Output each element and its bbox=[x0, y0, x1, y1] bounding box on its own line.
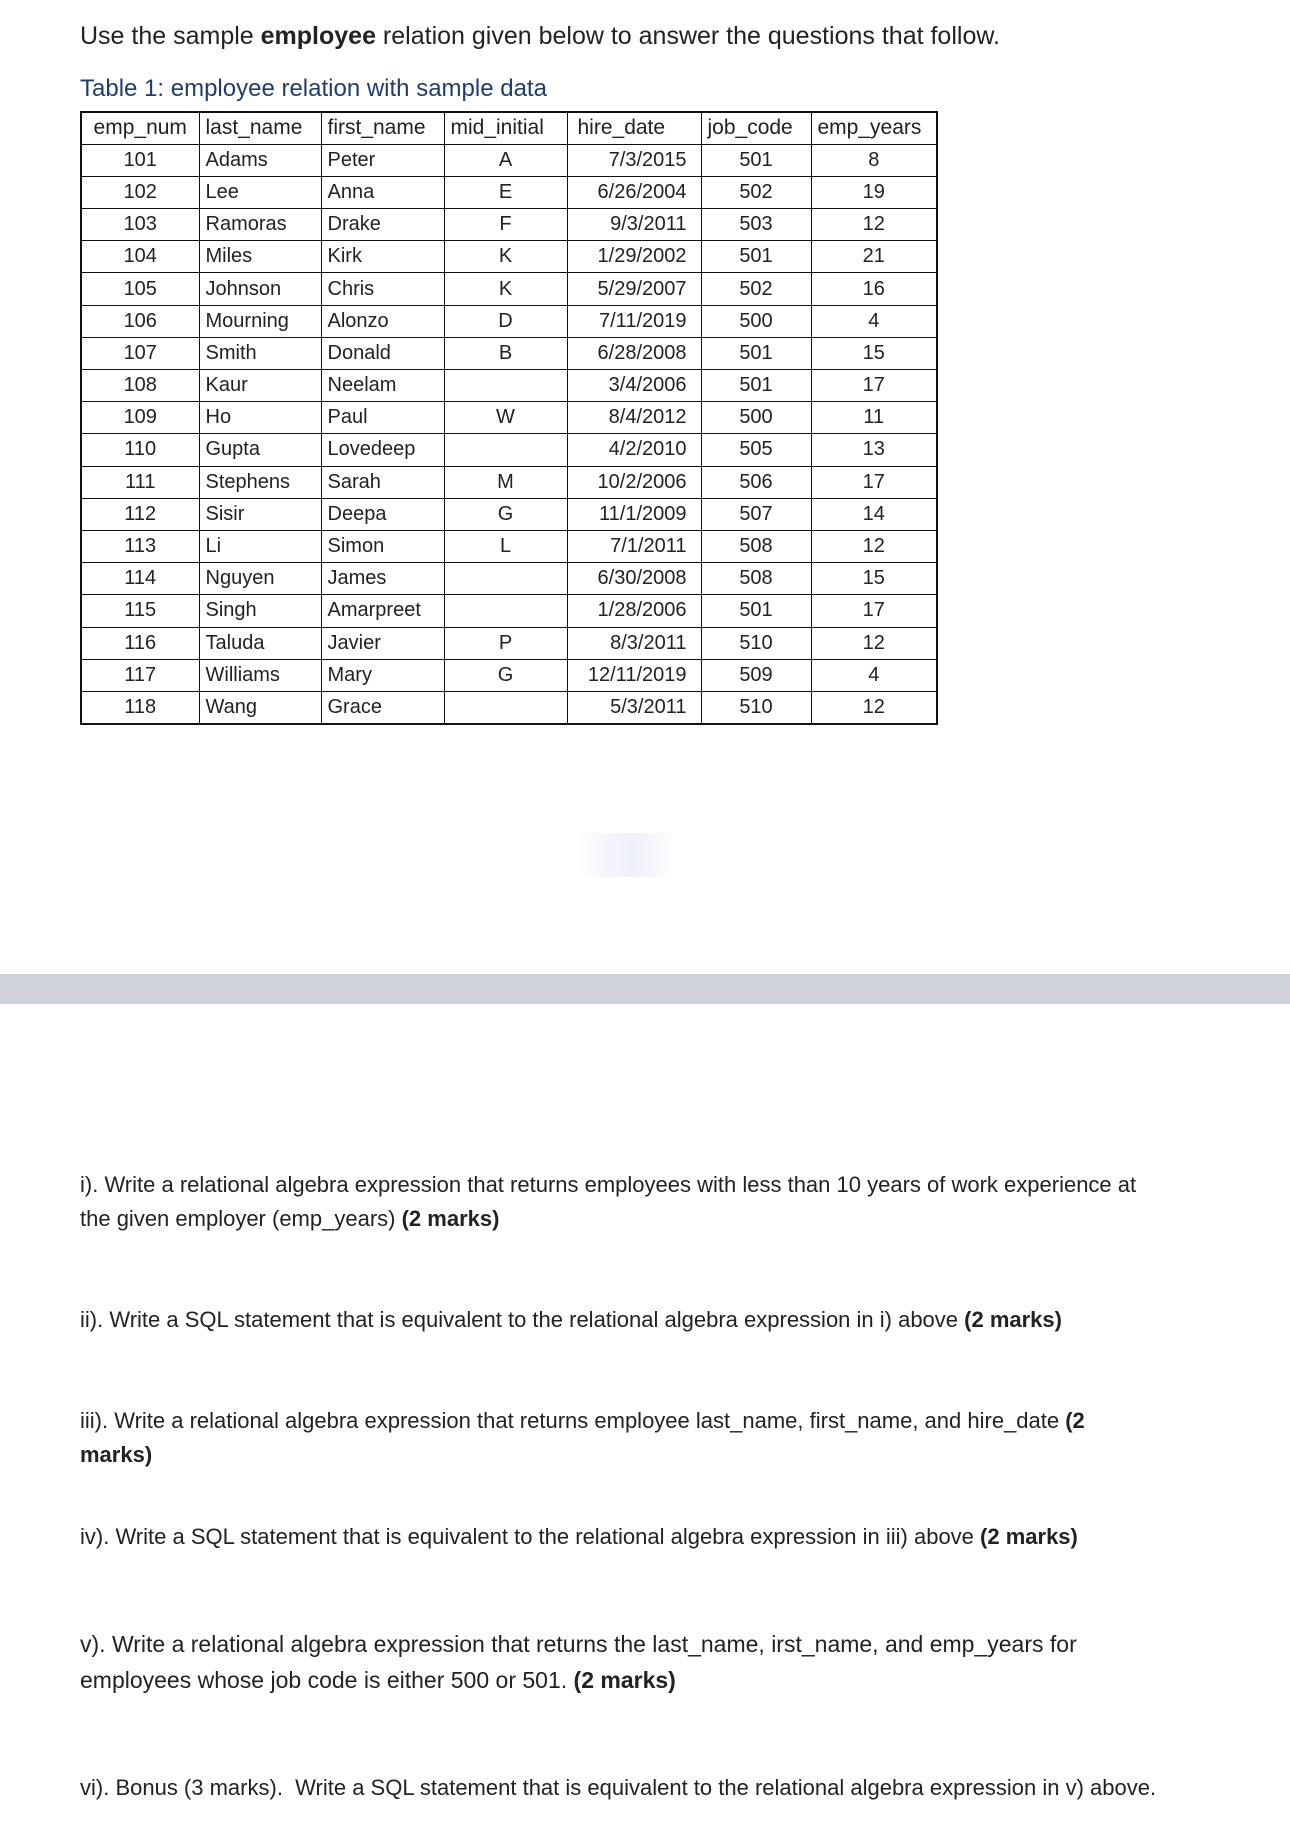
table-cell-hire-date: 8/4/2012 bbox=[567, 402, 701, 434]
table-cell-emp-years: 15 bbox=[811, 337, 937, 369]
table-row bbox=[81, 370, 937, 402]
table-cell-emp-years: 17 bbox=[811, 370, 937, 402]
table-cell-emp-years: 19 bbox=[811, 176, 937, 208]
table-cell-first-name: Chris bbox=[321, 273, 444, 305]
table-cell-first-name: Neelam bbox=[321, 370, 444, 402]
question-text: ii). Write a SQL statement that is equivalent to the relational algebra expression in i) above bbox=[80, 1307, 965, 1332]
table-cell-emp-years: 12 bbox=[811, 627, 937, 659]
table-cell-mid-initial: K bbox=[444, 241, 567, 273]
table-cell-emp-years: 4 bbox=[811, 659, 937, 691]
table-cell-last-name: Adams bbox=[199, 144, 321, 176]
table-row bbox=[81, 305, 937, 337]
table-cell-last-name: Sisir bbox=[199, 498, 321, 530]
table-header-row bbox=[81, 112, 937, 144]
table-cell-first-name: Lovedeep bbox=[321, 434, 444, 466]
table-cell-emp-years: 15 bbox=[811, 563, 937, 595]
table-cell-job-code: 501 bbox=[701, 370, 811, 402]
table-cell-emp-years: 4 bbox=[811, 305, 937, 337]
table-cell-last-name: Johnson bbox=[199, 273, 321, 305]
question-marks: (2 marks) bbox=[964, 1307, 1062, 1332]
table-cell-job-code: 508 bbox=[701, 530, 811, 562]
table-row bbox=[81, 209, 937, 241]
intro-pre: Use the sample bbox=[80, 22, 261, 50]
table-cell-last-name: Williams bbox=[199, 659, 321, 691]
table-cell-hire-date: 9/3/2011 bbox=[567, 209, 701, 241]
table-row bbox=[81, 144, 937, 176]
table-cell-emp-years: 11 bbox=[811, 402, 937, 434]
table-cell-emp-years: 12 bbox=[811, 209, 937, 241]
intro-text bbox=[80, 20, 1000, 52]
table-cell-first-name: Peter bbox=[321, 144, 444, 176]
table-cell-mid-initial bbox=[444, 595, 567, 627]
table-cell-mid-initial: E bbox=[444, 176, 567, 208]
question-text: vi). Bonus (3 marks). Write a SQL statement that is equivalent to the relational algebra expression in v) above. bbox=[80, 1775, 1157, 1800]
table-cell-hire-date: 1/28/2006 bbox=[567, 595, 701, 627]
table-cell-last-name: Kaur bbox=[199, 370, 321, 402]
table-cell-mid-initial bbox=[444, 691, 567, 723]
column-header: first_name bbox=[321, 112, 444, 144]
table-cell-last-name: Miles bbox=[199, 241, 321, 273]
column-header: emp_num bbox=[81, 112, 199, 144]
table-cell-emp-years: 17 bbox=[811, 466, 937, 498]
table-cell-hire-date: 6/28/2008 bbox=[567, 337, 701, 369]
table-row bbox=[81, 402, 937, 434]
table-cell-first-name: Anna bbox=[321, 176, 444, 208]
column-header: job_code bbox=[701, 112, 811, 144]
table-cell-last-name: Nguyen bbox=[199, 563, 321, 595]
table-cell-mid-initial: L bbox=[444, 530, 567, 562]
table-cell-emp-num: 117 bbox=[81, 659, 199, 691]
table-cell-mid-initial: P bbox=[444, 627, 567, 659]
table-cell-last-name: Ho bbox=[199, 402, 321, 434]
table-cell-mid-initial bbox=[444, 434, 567, 466]
table-cell-job-code: 501 bbox=[701, 241, 811, 273]
table-cell-emp-num: 105 bbox=[81, 273, 199, 305]
table-row bbox=[81, 595, 937, 627]
table-cell-first-name: Alonzo bbox=[321, 305, 444, 337]
table-cell-job-code: 510 bbox=[701, 691, 811, 723]
table-cell-job-code: 502 bbox=[701, 176, 811, 208]
table-row bbox=[81, 241, 937, 273]
table-cell-emp-num: 101 bbox=[81, 144, 199, 176]
table-cell-emp-num: 104 bbox=[81, 241, 199, 273]
table-cell-hire-date: 12/11/2019 bbox=[567, 659, 701, 691]
table-cell-last-name: Smith bbox=[199, 337, 321, 369]
question-marks: (2 marks) bbox=[573, 1667, 676, 1693]
table-cell-emp-num: 116 bbox=[81, 627, 199, 659]
question-5 bbox=[80, 1626, 1160, 1698]
table-cell-mid-initial: D bbox=[444, 305, 567, 337]
table-cell-mid-initial: G bbox=[444, 498, 567, 530]
table-cell-first-name: Donald bbox=[321, 337, 444, 369]
table-cell-hire-date: 6/26/2004 bbox=[567, 176, 701, 208]
table-cell-last-name: Stephens bbox=[199, 466, 321, 498]
table-cell-first-name: Simon bbox=[321, 530, 444, 562]
table-cell-mid-initial bbox=[444, 370, 567, 402]
question-4 bbox=[80, 1520, 1160, 1554]
table-cell-emp-num: 114 bbox=[81, 563, 199, 595]
question-text: i). Write a relational algebra expression that returns employees with less than 10 years of work experience at the given employer (emp_years) bbox=[80, 1172, 1143, 1231]
table-cell-job-code: 510 bbox=[701, 627, 811, 659]
table-cell-hire-date: 8/3/2011 bbox=[567, 627, 701, 659]
table-cell-emp-num: 112 bbox=[81, 498, 199, 530]
column-header: hire_date bbox=[567, 112, 701, 144]
table-cell-hire-date: 5/3/2011 bbox=[567, 691, 701, 723]
question-text: iv). Write a SQL statement that is equivalent to the relational algebra expression in iii) above bbox=[80, 1524, 981, 1549]
table-cell-first-name: Paul bbox=[321, 402, 444, 434]
table-cell-emp-num: 106 bbox=[81, 305, 199, 337]
table-cell-hire-date: 1/29/2002 bbox=[567, 241, 701, 273]
page-divider-band bbox=[0, 974, 1290, 1004]
intro-bold: employee bbox=[260, 22, 376, 50]
table-cell-hire-date: 7/1/2011 bbox=[567, 530, 701, 562]
table-cell-hire-date: 11/1/2009 bbox=[567, 498, 701, 530]
table-row bbox=[81, 466, 937, 498]
table-cell-last-name: Ramoras bbox=[199, 209, 321, 241]
table-cell-last-name: Li bbox=[199, 530, 321, 562]
question-6 bbox=[80, 1771, 1160, 1805]
table-cell-job-code: 509 bbox=[701, 659, 811, 691]
table-cell-mid-initial: K bbox=[444, 273, 567, 305]
table-cell-first-name: Amarpreet bbox=[321, 595, 444, 627]
table-cell-job-code: 501 bbox=[701, 595, 811, 627]
table-cell-job-code: 501 bbox=[701, 144, 811, 176]
table-cell-emp-num: 111 bbox=[81, 466, 199, 498]
table-row bbox=[81, 627, 937, 659]
column-header: emp_years bbox=[811, 112, 937, 144]
table-cell-job-code: 501 bbox=[701, 337, 811, 369]
table-cell-job-code: 506 bbox=[701, 466, 811, 498]
question-text: v). Write a relational algebra expression that returns the last_name, irst_name, and emp_years for employees whose job code is either 500 or 501. bbox=[80, 1631, 1084, 1693]
table-cell-emp-num: 118 bbox=[81, 691, 199, 723]
column-header: mid_initial bbox=[444, 112, 567, 144]
table-row bbox=[81, 691, 937, 723]
table-cell-job-code: 503 bbox=[701, 209, 811, 241]
table-cell-emp-num: 115 bbox=[81, 595, 199, 627]
table-cell-last-name: Lee bbox=[199, 176, 321, 208]
table-cell-first-name: Drake bbox=[321, 209, 444, 241]
table-cell-job-code: 508 bbox=[701, 563, 811, 595]
column-header: last_name bbox=[199, 112, 321, 144]
table-cell-first-name: Kirk bbox=[321, 241, 444, 273]
table-cell-emp-years: 21 bbox=[811, 241, 937, 273]
table-cell-hire-date: 10/2/2006 bbox=[567, 466, 701, 498]
table-cell-first-name: Deepa bbox=[321, 498, 444, 530]
table-cell-last-name: Singh bbox=[199, 595, 321, 627]
table-cell-emp-years: 16 bbox=[811, 273, 937, 305]
table-row bbox=[81, 498, 937, 530]
question-text: iii). Write a relational algebra expression that returns employee last_name, first_name, and hire_date bbox=[80, 1408, 1066, 1433]
table-cell-job-code: 505 bbox=[701, 434, 811, 466]
table-cell-job-code: 507 bbox=[701, 498, 811, 530]
table-cell-mid-initial bbox=[444, 563, 567, 595]
table-cell-first-name: Mary bbox=[321, 659, 444, 691]
question-2 bbox=[80, 1303, 1160, 1337]
table-cell-emp-num: 103 bbox=[81, 209, 199, 241]
table-cell-hire-date: 7/11/2019 bbox=[567, 305, 701, 337]
table-caption: Table 1: employee relation with sample data bbox=[80, 75, 547, 102]
table-row bbox=[81, 273, 937, 305]
table-cell-job-code: 500 bbox=[701, 402, 811, 434]
table-cell-emp-num: 109 bbox=[81, 402, 199, 434]
table-row bbox=[81, 530, 937, 562]
question-marks: (2 marks) bbox=[980, 1524, 1078, 1549]
question-1 bbox=[80, 1168, 1160, 1236]
table-cell-first-name: Sarah bbox=[321, 466, 444, 498]
table-cell-emp-years: 12 bbox=[811, 530, 937, 562]
table-cell-emp-num: 110 bbox=[81, 434, 199, 466]
table-cell-emp-num: 108 bbox=[81, 370, 199, 402]
table-row bbox=[81, 337, 937, 369]
table-cell-hire-date: 4/2/2010 bbox=[567, 434, 701, 466]
table-cell-emp-years: 17 bbox=[811, 595, 937, 627]
table-cell-mid-initial: F bbox=[444, 209, 567, 241]
table-cell-emp-num: 113 bbox=[81, 530, 199, 562]
intro-post: relation given below to answer the questions that follow. bbox=[375, 22, 1000, 50]
table-cell-mid-initial: A bbox=[444, 144, 567, 176]
question-marks: (2 marks) bbox=[401, 1206, 500, 1231]
table-cell-last-name: Taluda bbox=[199, 627, 321, 659]
table-cell-hire-date: 5/29/2007 bbox=[567, 273, 701, 305]
table-cell-mid-initial: B bbox=[444, 337, 567, 369]
table-cell-emp-years: 8 bbox=[811, 144, 937, 176]
table-cell-job-code: 502 bbox=[701, 273, 811, 305]
table-cell-emp-num: 102 bbox=[81, 176, 199, 208]
table-cell-hire-date: 7/3/2015 bbox=[567, 144, 701, 176]
table-body bbox=[81, 144, 937, 723]
table-cell-first-name: James bbox=[321, 563, 444, 595]
table-cell-emp-years: 14 bbox=[811, 498, 937, 530]
question-marks: (2 marks) bbox=[80, 1408, 1085, 1467]
table-cell-last-name: Mourning bbox=[199, 305, 321, 337]
table-cell-emp-num: 107 bbox=[81, 337, 199, 369]
table-cell-first-name: Javier bbox=[321, 627, 444, 659]
question-3 bbox=[80, 1404, 1160, 1472]
table-row bbox=[81, 176, 937, 208]
table-cell-hire-date: 3/4/2006 bbox=[567, 370, 701, 402]
table-cell-last-name: Wang bbox=[199, 691, 321, 723]
table-row bbox=[81, 434, 937, 466]
scan-smudge bbox=[578, 833, 676, 877]
table-cell-mid-initial: G bbox=[444, 659, 567, 691]
table-cell-hire-date: 6/30/2008 bbox=[567, 563, 701, 595]
table-cell-emp-years: 13 bbox=[811, 434, 937, 466]
table-cell-mid-initial: M bbox=[444, 466, 567, 498]
table-cell-job-code: 500 bbox=[701, 305, 811, 337]
table-cell-first-name: Grace bbox=[321, 691, 444, 723]
table-cell-emp-years: 12 bbox=[811, 691, 937, 723]
table-row bbox=[81, 659, 937, 691]
table-cell-mid-initial: W bbox=[444, 402, 567, 434]
table-row bbox=[81, 563, 937, 595]
employee-table bbox=[80, 111, 938, 725]
table-cell-last-name: Gupta bbox=[199, 434, 321, 466]
